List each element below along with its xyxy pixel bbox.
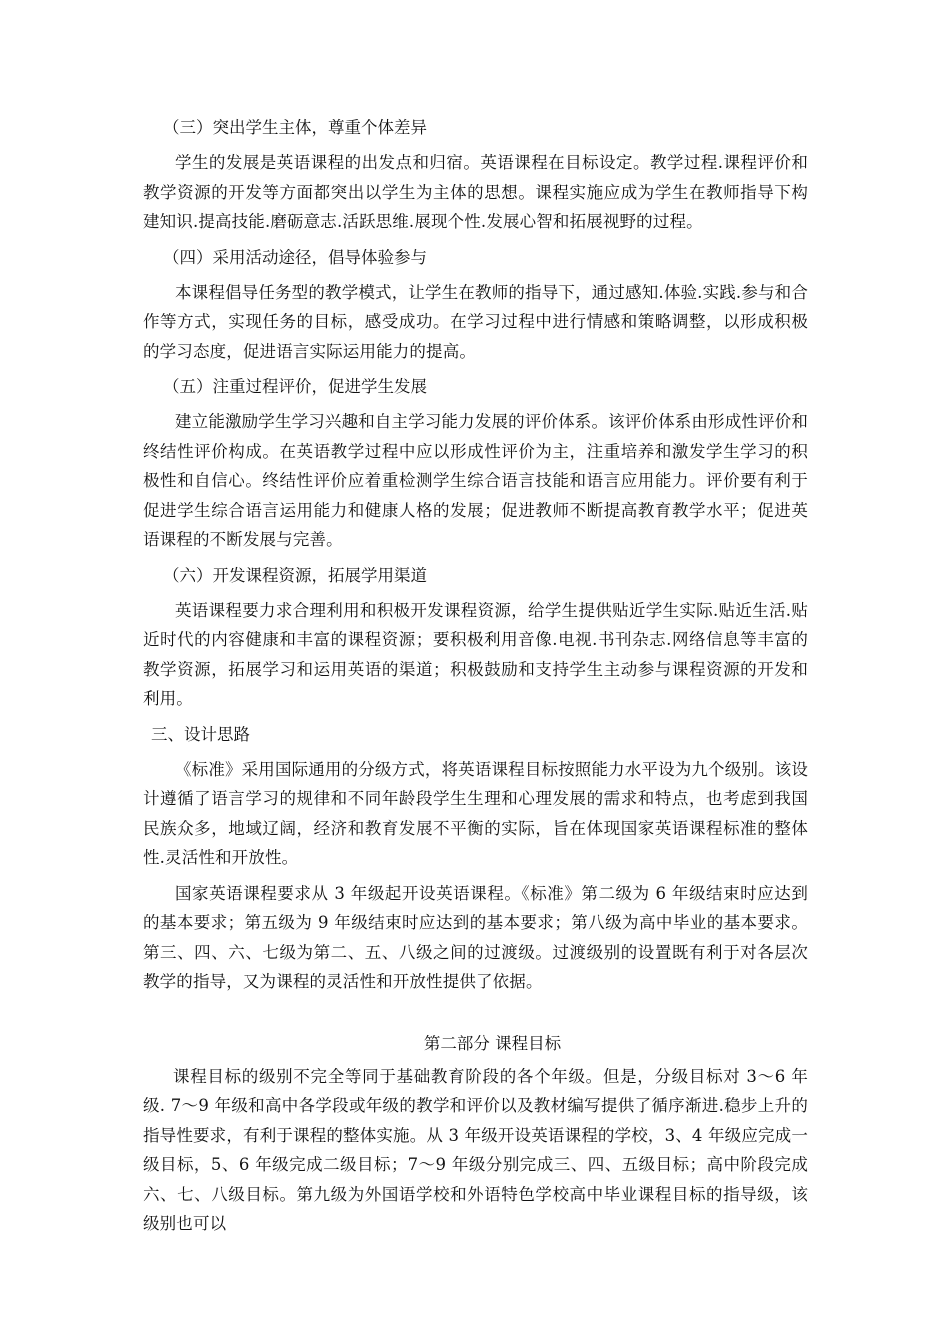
paragraph-course-goal-levels: 课程目标的级别不完全等同于基础教育阶段的各个年级。但是，分级目标对 3～6 年级. 7～9 年级和高中各学段或年级的教学和评价以及教材编写提供了循序渐进.稳步上升的指导性要求，有利于课程的整体实施。从 3 年级开设英语课程的学校，3、4 年级应完成一级目标，5、6 年级完成二级目标；7～9 年级分别完成三、四、五级目标；高中阶段完成六、七、八级目标。第九级为外国语学校和外语特色学校高中毕业课程目标的指导级，该级别也可以 [143, 1066, 808, 1233]
paragraph-grading-system: 《标准》采用国际通用的分级方式，将英语课程目标按照能力水平设为九个级别。该设计遵循了语言学习的规律和不同年龄段学生生理和心理发展的需求和特点，也考虑到我国民族众多，地域辽阔，经济和教育发展不平衡的实际，旨在体现国家英语课程标准的整体性.灵活性和开放性。 [143, 759, 808, 867]
section-title-course-goals: 第二部分 课程目标 [423, 1033, 562, 1053]
heading-activity-approach: （四）采用活动途径，倡导体验参与 [163, 247, 427, 267]
heading-process-evaluation: （五）注重过程评价，促进学生发展 [163, 377, 427, 396]
document-body [143, 113, 808, 1245]
paragraph-grade-requirements: 国家英语课程要求从 3 年级起开设英语课程。《标准》第二级为 6 年级结束时应达到的基本要求；第五级为 9 年级结束时应达到的基本要求；第八级为高中毕业的基本要求。第三、四、六、七级为第二、五、八级之间的过渡级。过渡级别的设置既有利于对各层次教学的指导，又为课程的灵活性和开放性提供了依据。 [143, 883, 808, 991]
paragraph-activity-approach: 本课程倡导任务型的教学模式，让学生在教师的指导下，通过感知.体验.实践.参与和合作等方式，实现任务的目标，感受成功。在学习过程中进行情感和策略调整，以形成积极的学习态度，促进语言实际运用能力的提高。 [143, 282, 809, 361]
paragraph-course-resources: 英语课程要力求合理利用和积极开发课程资源，给学生提供贴近学生实际.贴近生活.贴近时代的内容健康和丰富的课程资源；要积极利用音像.电视.书刊杂志.网络信息等丰富的教学资源，拓展学习和运用英语的渠道；积极鼓励和支持学生主动参与课程资源的开发和利用。 [143, 600, 808, 708]
heading-design-ideas: 三、设计思路 [151, 724, 250, 744]
heading-course-resources: （六）开发课程资源，拓展学用渠道 [163, 565, 427, 585]
heading-student-centered: （三）突出学生主体，尊重个体差异 [163, 118, 427, 137]
paragraph-student-centered: 学生的发展是英语课程的出发点和归宿。英语课程在目标设定。教学过程.课程评价和教学资源的开发等方面都突出以学生为主体的思想。课程实施应成为学生在教师指导下构建知识.提高技能.磨砺意志.活跃思维.展现个性.发展心智和拓展视野的过程。 [143, 153, 808, 231]
paragraph-process-evaluation: 建立能激励学生学习兴趣和自主学习能力发展的评价体系。该评价体系由形成性评价和终结性评价构成。在英语教学过程中应以形成性评价为主，注重培养和激发学生学习的积极性和自信心。终结性评价应着重检测学生综合语言技能和语言应用能力。评价要有利于促进学生综合语言运用能力和健康人格的发展；促进教师不断提高教育教学水平；促进英语课程的不断发展与完善。 [143, 412, 808, 549]
